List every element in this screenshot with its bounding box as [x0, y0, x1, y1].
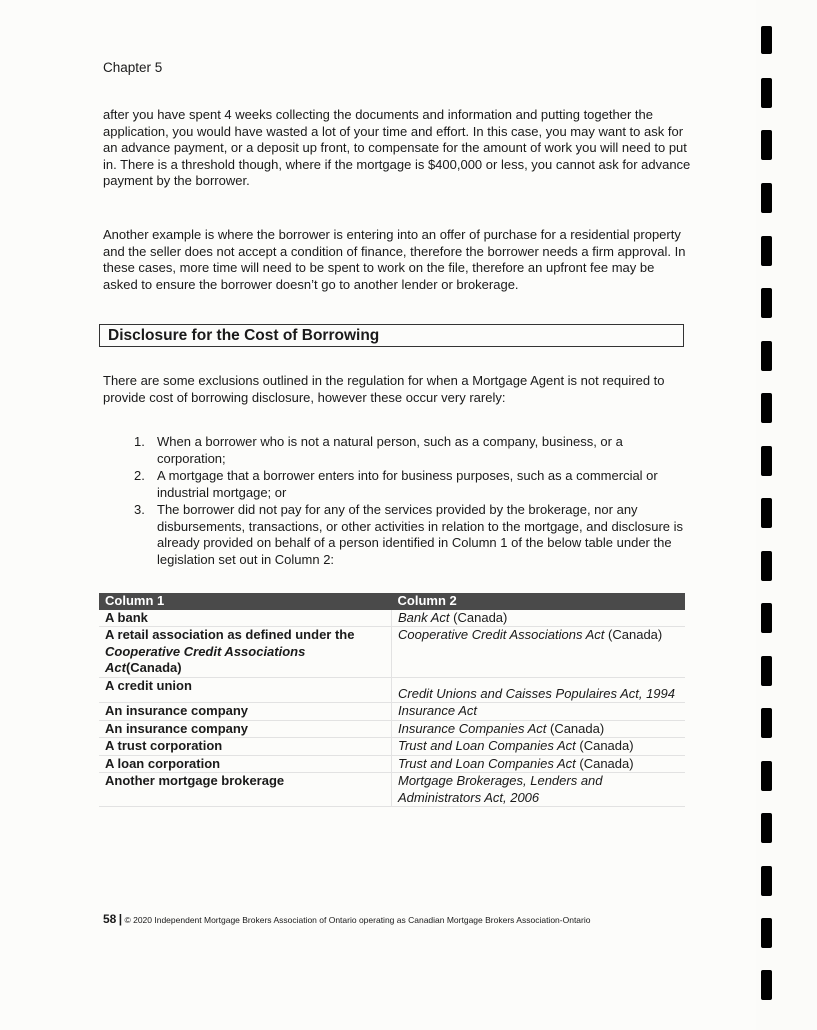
jurisdiction: (Canada) — [125, 660, 182, 675]
jurisdiction: (Canada) — [575, 755, 634, 771]
column-1-cell: Another mortgage brokerage — [99, 773, 392, 807]
page-footer — [103, 912, 590, 926]
binding-hole — [761, 866, 772, 896]
column-2-cell — [392, 755, 686, 773]
list-text: The borrower did not pay for any of the services provided by the brokerage, nor any disbursements, transactions, or other activities in relation to the mortgage, and disclosure is already provided on behalf of a person identified in Column 1 of the below table under the legislation set out in Column 2: — [157, 502, 684, 567]
column-2-cell — [392, 738, 686, 756]
binding-hole — [761, 918, 772, 948]
table-row — [99, 773, 685, 807]
table-row — [99, 755, 685, 773]
table-row — [99, 627, 685, 678]
footer-separator: | — [118, 912, 123, 926]
jurisdiction: (Canada) — [604, 627, 663, 642]
list-text: When a borrower who is not a natural person, such as a company, business, or a corporation; — [157, 434, 623, 466]
table-row — [99, 677, 685, 703]
act-name: Cooperative Credit Associations Act — [398, 627, 605, 642]
binding-hole — [761, 26, 772, 54]
body-paragraph-3: There are some exclusions outlined in the regulation for when a Mortgage Agent is not required to provide cost of borrowing disclosure, however these occur very rarely: — [103, 373, 665, 405]
table-row — [99, 720, 685, 738]
act-name: Trust and Loan Companies Act — [398, 738, 576, 753]
column-2-cell — [392, 720, 686, 738]
binding-hole — [761, 761, 772, 791]
binding-hole — [761, 813, 772, 843]
list-text: A mortgage that a borrower enters into for business purposes, such as a commercial or industrial mortgage; or — [157, 468, 658, 500]
column-1-cell: A trust corporation — [99, 738, 392, 756]
list-number: 3. — [134, 502, 145, 517]
body-paragraph-1: after you have spent 4 weeks collecting the documents and information and putting together the application, you would have wasted a lot of your time and effort. In this case, you may want to ask for an advance payment, or a deposit up front, to compensate for the amount of work you will need to put in. There is a threshold though, where if the mortgage is $400,000 or less, you cannot ask for advance payment by the borrower. — [103, 107, 691, 188]
column-1-cell: A loan corporation — [99, 755, 392, 773]
binding-hole — [761, 341, 772, 371]
section-heading-box — [99, 324, 684, 347]
binding-hole — [761, 708, 772, 738]
column-2-cell — [392, 627, 686, 678]
binding-hole — [761, 603, 772, 633]
page-number: 58 — [103, 912, 117, 926]
binding-hole — [761, 78, 772, 108]
binding-hole — [761, 551, 772, 581]
act-name: Cooperative Credit Associations Act — [105, 643, 306, 675]
exclusion-list — [128, 434, 688, 569]
column-1-cell: An insurance company — [99, 720, 392, 738]
act-name: Mortgage Brokerages, Lenders and Administrators Act, 2006 — [398, 773, 603, 805]
column-2-cell — [392, 677, 686, 703]
jurisdiction: (Canada) — [449, 609, 508, 625]
cell-text: A retail association as defined under the — [105, 627, 355, 642]
binding-hole — [761, 446, 772, 476]
act-name: Credit Unions and Caisses Populaires Act, 1994 — [398, 685, 675, 701]
section-title: Disclosure for the Cost of Borrowing — [108, 326, 385, 347]
table-row — [99, 703, 685, 721]
copyright-text: © 2020 Independent Mortgage Brokers Association of Ontario operating as Canadian Mortgage Brokers Association-Ontario — [124, 915, 591, 925]
act-name: Insurance Companies Act — [398, 720, 547, 736]
column-1-cell: A bank — [99, 610, 392, 627]
binding-hole — [761, 183, 772, 213]
binding-hole — [761, 288, 772, 318]
column-header-1: Column 1 — [99, 593, 392, 610]
column-header-2: Column 2 — [392, 593, 686, 610]
body-paragraph-2: Another example is where the borrower is entering into an offer of purchase for a residential property and the seller does not accept a condition of finance, therefore the borrower needs a firm approval. In these cases, more time will need to be spent to work on the file, therefore an upfront fee may be asked to ensure the borrower doesn’t go to another lender or brokerage. — [103, 227, 686, 292]
act-name: Insurance Act — [398, 703, 478, 718]
column-2-cell — [392, 773, 686, 807]
column-2-cell — [392, 703, 686, 721]
legislation-table — [99, 593, 685, 807]
list-item — [128, 434, 688, 467]
binding-hole — [761, 970, 772, 1000]
column-2-cell — [392, 610, 686, 627]
act-name: Bank Act — [398, 609, 450, 625]
act-name: Trust and Loan Companies Act — [398, 755, 576, 771]
binding-hole — [761, 130, 772, 160]
list-number: 1. — [134, 434, 145, 449]
binding-hole — [761, 498, 772, 528]
table-row — [99, 610, 685, 627]
table-header-row — [99, 593, 685, 610]
jurisdiction: (Canada) — [546, 720, 605, 736]
list-item — [128, 502, 688, 568]
column-1-cell: An insurance company — [99, 703, 392, 721]
binding-hole — [761, 236, 772, 266]
table-row — [99, 738, 685, 756]
list-item — [128, 468, 688, 501]
jurisdiction: (Canada) — [575, 738, 634, 753]
column-1-cell — [99, 627, 392, 678]
binding-hole — [761, 393, 772, 423]
binding-hole — [761, 656, 772, 686]
column-1-cell: A credit union — [99, 677, 392, 703]
list-number: 2. — [134, 468, 145, 483]
chapter-label: Chapter 5 — [103, 60, 163, 75]
